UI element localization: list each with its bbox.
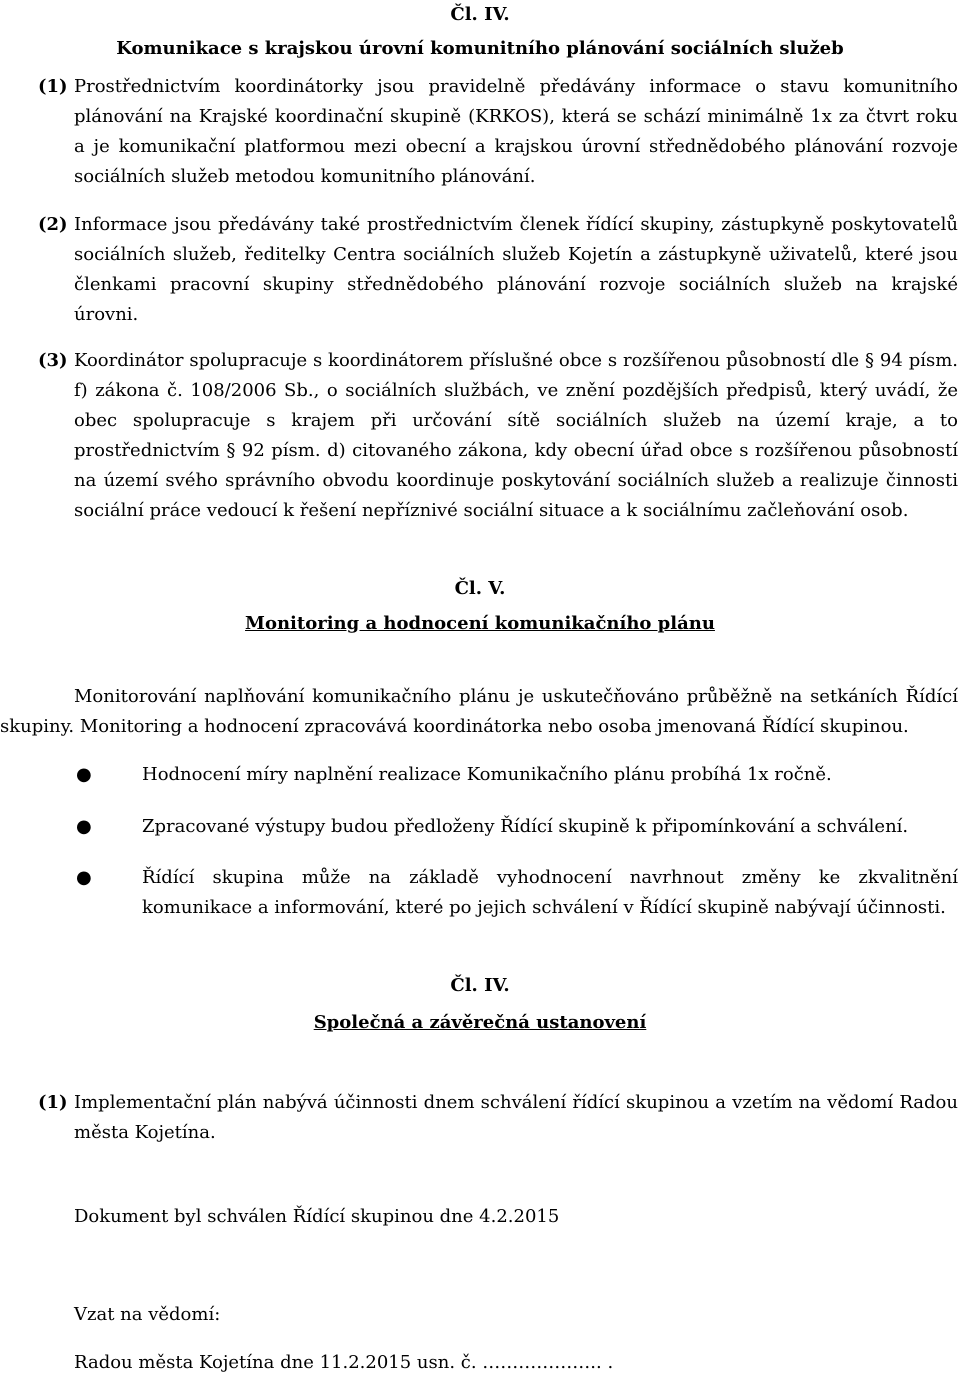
paragraph-text: Informace jsou předávány také prostřednictvím členek řídící skupiny, zástupkyně poskytovatelů sociálních služeb, ředitelky Centra sociálních služeb Kojetín a zástupkyně uživatelů, které jsou členkami pracovní skupiny střednědobého plánování rozvoje sociálních služeb na krajské úrovni.	[74, 214, 958, 325]
paragraph-number: (3)	[38, 350, 68, 371]
bullet-icon: ●	[76, 867, 92, 888]
paragraph-text: Koordinátor spolupracuje s koordinátorem příslušné obce s rozšířenou působností dle § 94 písm. f) zákona č. 108/2006 Sb., o sociálních službách, ve znění pozdějších předpisů, který uvádí, že obec spolupracuje s krajem při určování sítě sociálních služeb na území kraje, a to prostřednictvím § 92 písm. d) citovaného zákona, kdy obecní úřad obce s rozšířenou působností na území svého správního obvodu koordinuje poskytování sociálních služeb a realizuje činnosti sociální práce vedoucí k řešení nepříznivé sociální situace a k sociálnímu začleňování osob.	[74, 350, 958, 521]
noted-text: Radou města Kojetína dne 11.2.2015 usn. č. ……………….. .	[74, 1352, 614, 1373]
section-title-final: Společná a závěrečná ustanovení	[313, 1012, 647, 1033]
bullet-icon: ●	[76, 816, 92, 837]
noted-label: Vzat na vědomí:	[74, 1304, 221, 1325]
section-heading-v: Čl. V.	[454, 578, 506, 599]
section-title-communication: Komunikace s krajskou úrovní komunitního plánování sociálních služeb	[116, 38, 844, 59]
paragraph-number: (2)	[38, 214, 68, 235]
paragraph-text: Implementační plán nabývá účinnosti dnem schválení řídící skupinou a vzetím na vědomí Radou města Kojetína.	[74, 1092, 958, 1143]
list-item-text: Hodnocení míry naplnění realizace Komunikačního plánu probíhá 1x ročně.	[142, 764, 832, 785]
list-item-text: Zpracované výstupy budou předloženy Řídící skupině k připomínkování a schválení.	[142, 816, 909, 837]
bullet-icon: ●	[76, 764, 92, 785]
paragraph-number: (1)	[38, 76, 68, 97]
monitoring-intro: Monitorování naplňování komunikačního plánu je uskutečňováno průběžně na setkáních Řídící skupiny. Monitoring a hodnocení zpracovává koordinátorka nebo osoba jmenovaná Řídící skupinou.	[0, 686, 958, 737]
approval-statement: Dokument byl schválen Řídící skupinou dne 4.2.2015	[74, 1206, 560, 1227]
section-heading-final: Čl. IV.	[450, 975, 510, 996]
list-item-text: Řídící skupina může na základě vyhodnocení navrhnout změny ke zkvalitnění komunikace a informování, které po jejich schválení v Řídící skupině nabývají účinnosti.	[142, 867, 958, 918]
section-heading-iv: Čl. IV.	[450, 4, 510, 25]
section-title-monitoring: Monitoring a hodnocení komunikačního plánu	[245, 613, 715, 634]
paragraph-number: (1)	[38, 1092, 68, 1113]
paragraph-text: Prostřednictvím koordinátorky jsou pravidelně předávány informace o stavu komunitního plánování na Krajské koordinační skupině (KRKOS), která se schází minimálně 1x za čtvrt roku a je komunikační platformou mezi obecní a krajskou úrovní střednědobého plánování rozvoje sociálních služeb metodou komunitního plánování.	[74, 76, 958, 187]
